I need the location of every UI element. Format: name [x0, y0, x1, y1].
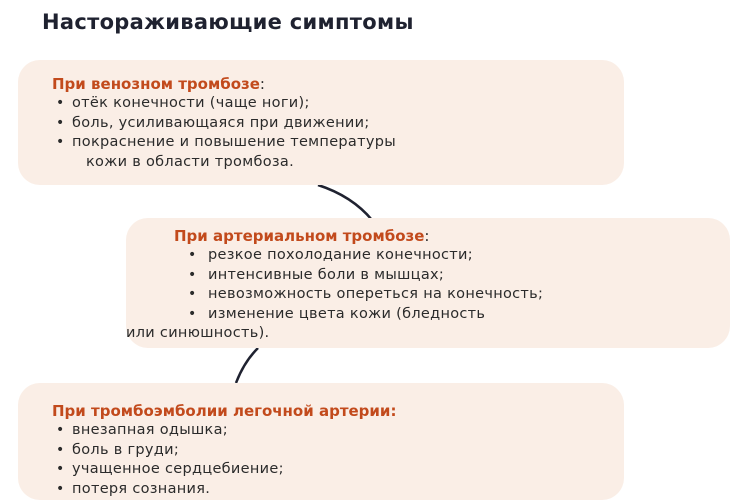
list-item: • невозможность опереться на конечность;	[188, 286, 544, 302]
symptom-list	[52, 94, 624, 172]
list-item: • потеря сознания.	[56, 480, 211, 497]
page-title: Настораживающие симптомы	[42, 10, 414, 34]
card-heading: При тромбоэмболии легочной артерии:	[52, 402, 397, 420]
list-item: • учащенное сердцебиение;	[56, 461, 284, 477]
symptom-list	[126, 246, 730, 344]
list-item: • боль в груди;	[56, 441, 180, 458]
list-item: • отёк конечности (чаще ноги);	[56, 95, 310, 111]
connector-line-bottom	[236, 348, 258, 383]
card-heading: При венозном тромбозе:	[52, 75, 265, 93]
list-item: • резкое похолодание конечности;	[188, 247, 473, 263]
list-item: • изменение цвета кожи (бледность или синюшность).	[126, 305, 486, 341]
list-item: • интенсивные боли в мышцах;	[188, 266, 445, 283]
arterial-thrombosis-card	[126, 218, 730, 348]
connector-line-top	[318, 185, 372, 220]
symptom-list	[52, 421, 624, 499]
list-item: • боль, усиливающаяся при движении;	[56, 114, 370, 131]
card-heading: При артериальном тромбозе:	[174, 227, 430, 245]
venous-thrombosis-card	[18, 60, 624, 185]
pulmonary-embolism-card	[18, 383, 624, 500]
list-item: • внезапная одышка;	[56, 422, 228, 438]
list-item: • покраснение и повышение температуры кожи в области тромбоза.	[56, 134, 396, 170]
